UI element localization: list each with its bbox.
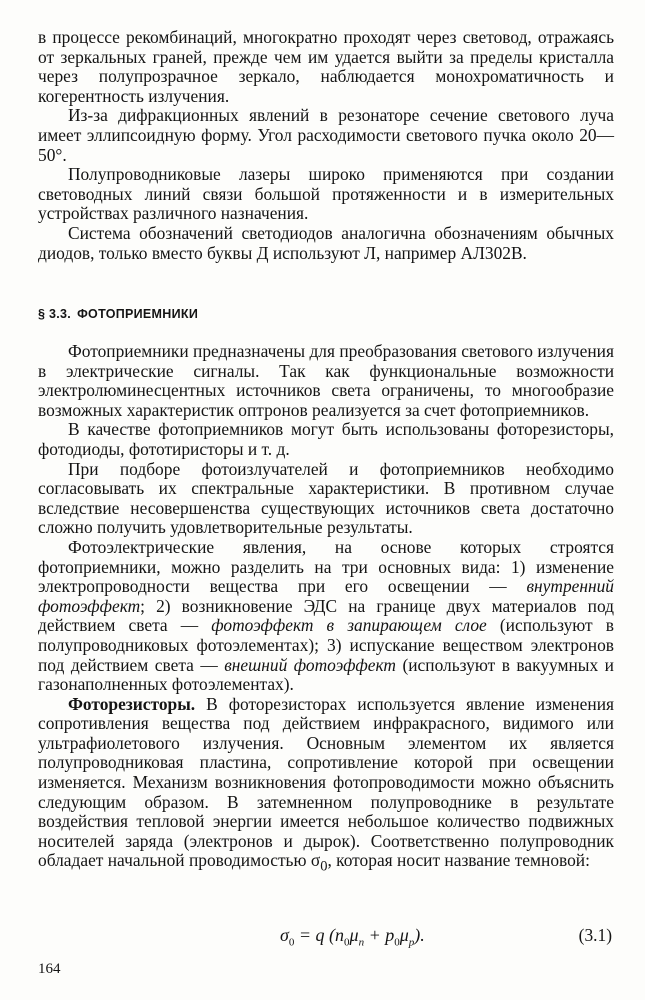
subscript: 0 (344, 936, 350, 949)
section-title: ФОТОПРИЕМНИКИ (77, 307, 199, 321)
subscript: p (408, 936, 415, 949)
section-heading (38, 305, 198, 325)
symbol: + p (364, 925, 395, 945)
paragraph: Фотоприемники предназначены для преобразования светового излучения в электрические сигналы. Так как функциональные возможности электролюминесцентных источников света ограничены, то многообразие возможных характеристик оптронов реализуется за счет фотоприемников. (38, 341, 614, 420)
text-run: (используют в вакуумных и газонаполненных фотоэлементах). (38, 654, 614, 695)
subscript: 0 (394, 936, 400, 949)
subscript: n (358, 936, 365, 949)
section-text-block (38, 342, 614, 878)
paragraph: в процессе рекомбинаций, многократно проходят через световод, отражаясь от зеркальных граней, прежде чем им удается выйти за пределы кристалла через полупрозрачное зеркало, наблюдается монохроматичность и когерентность излучения. (38, 27, 614, 106)
photoresistors-paragraph (38, 695, 614, 878)
symbol: ). (414, 925, 425, 945)
paragraph: Полупроводниковые лазеры широко применяются при создании световодных линий связи большой протяженности и в измерительных устройствах различного назначения. (38, 164, 614, 224)
paragraph: Из-за дифракционных явлений в резонаторе сечение светового луча имеет эллипсоидную форму. Угол расходимости светового пучка около 20—50°. (38, 105, 614, 165)
subscript: 0 (288, 936, 295, 949)
italic-term: внешний фотоэффект (224, 654, 396, 675)
equation-number: (3.1) (578, 925, 612, 945)
equation (38, 926, 614, 950)
paragraph: В качестве фотоприемников могут быть использованы фоторезисторы, фотодиоды, фототиристоры и т. д. (38, 419, 614, 459)
subscript: 0 (320, 858, 328, 875)
bold-lead: Фоторезисторы. (68, 693, 196, 714)
effects-paragraph (38, 538, 614, 695)
symbol: μ (399, 925, 409, 945)
top-text-block (38, 28, 614, 263)
equation-expression (280, 926, 425, 953)
symbol: σ (280, 925, 289, 945)
text-run: ; 2) возникновение ЭДС на границе двух материалов под действием света — (38, 595, 614, 636)
italic-term: внутренний фотоэффект (38, 576, 614, 616)
paragraph: Система обозначений светодиодов аналогична обозначениям обычных диодов, только вместо буквы Д используют Л, например АЛ302В. (38, 222, 614, 263)
text-run: Фотоэлектрические явления, на основе которых строятся фотоприемники, можно разделить на три основных вида: 1) изменение электропроводности вещества при его освещении — (38, 536, 614, 597)
text-run: , которая носит название темновой: (327, 850, 590, 871)
symbol: = q (n (294, 925, 345, 945)
section-number: § 3.3. (38, 307, 72, 321)
page-number: 164 (38, 961, 61, 977)
italic-term: фотоэффект в запирающем слое (211, 615, 487, 636)
text-run: В фоторезисторах используется явление изменения сопротивления вещества под действием инфракрасного, видимого или ультрафиолетового излучения. Основным элементом их является полупроводниковая пластина, сопротивление которой при освещении изменяется. Механизм возникновения фотопроводимости можно объяснить следующим образом. В затемненном полупроводнике в результате воздействия тепловой энергии имеется небольшое количество подвижных носителей заряда (электронов и дырок). Соответственно полупроводник обладает начальной проводимостью σ (38, 693, 614, 871)
symbol: μ (349, 925, 359, 945)
text-run: (используют в полупроводниковых фотоэлементах); 3) испускание веществом электронов под действием света — (38, 615, 614, 675)
paragraph: При подборе фотоизлучателей и фотоприемников необходимо согласовывать их спектральные характеристики. В противном случае вследствие несовершенства существующих источников света достаточно сложно получить удовлетворительные результаты. (38, 458, 614, 538)
